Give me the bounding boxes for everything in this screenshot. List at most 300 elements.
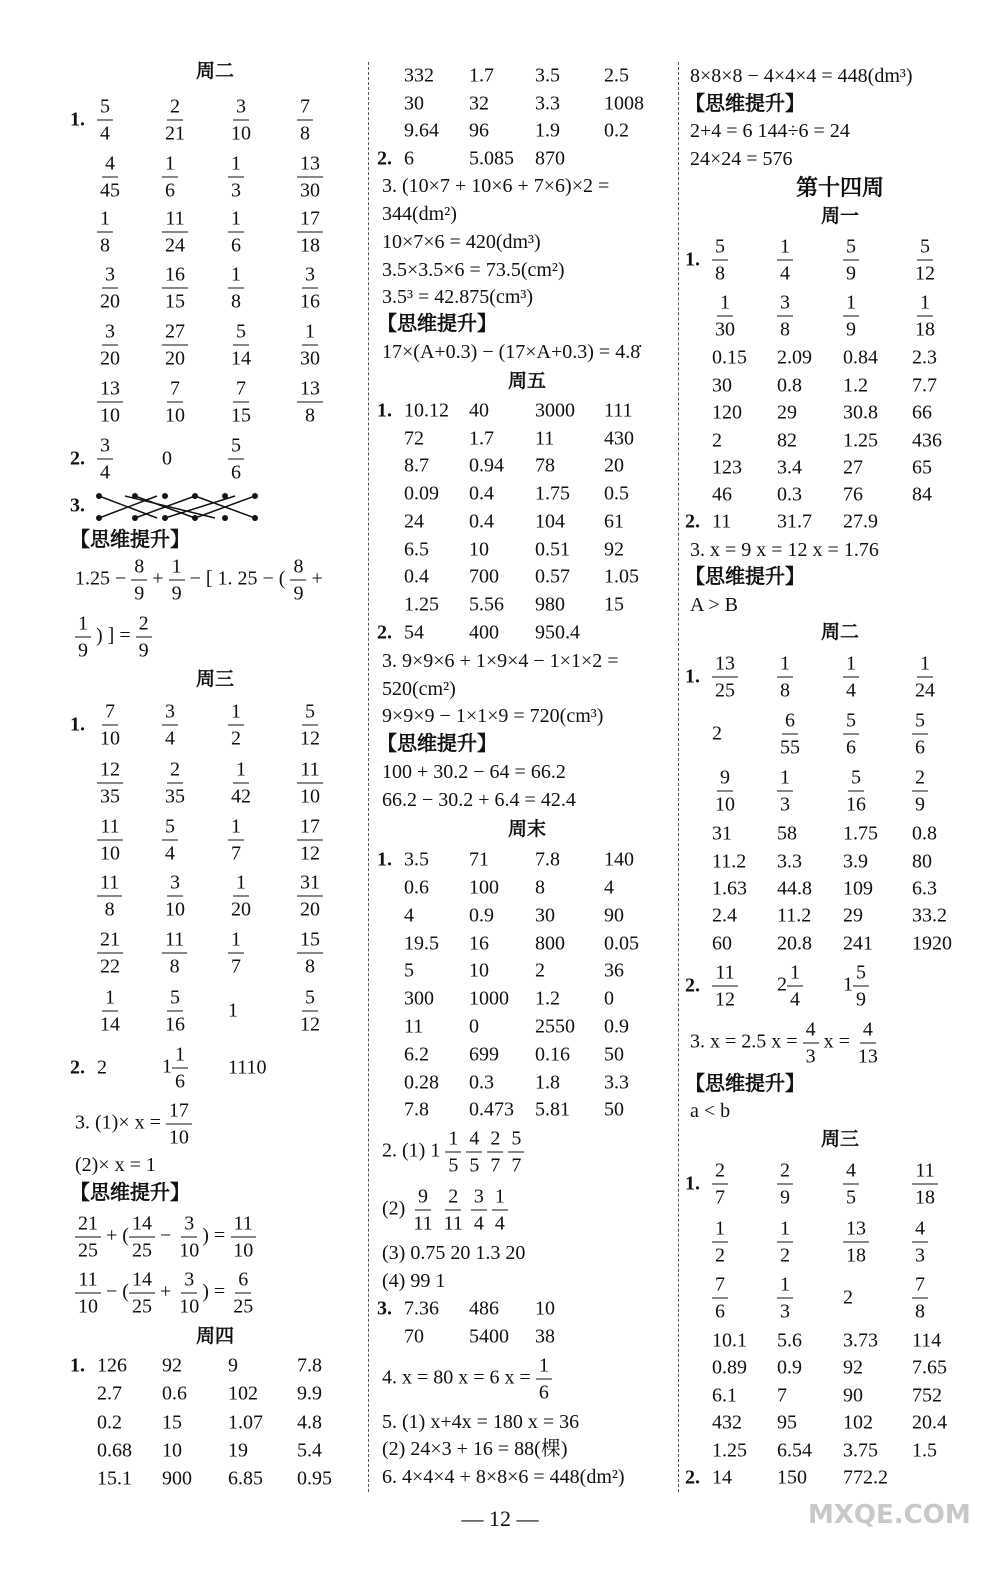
answer-cell: 300 — [404, 987, 434, 1010]
answer-cell: $\frac{3}{8}$ — [777, 293, 793, 340]
answer-cell: 1.25 — [843, 429, 878, 452]
answer-cell: 0.3 — [469, 1071, 494, 1094]
answer-cell: 752 — [912, 1384, 942, 1407]
answer-cell: 15 — [162, 1411, 182, 1434]
page-number: — 12 — — [461, 1506, 539, 1531]
answer-line: 2+4 = 6 144÷6 = 24 — [690, 120, 850, 142]
fraction: $\frac{11}{10}$ — [230, 1214, 256, 1261]
answer-cell: $\frac{1}{8}$ — [228, 265, 244, 312]
answer-cell: $\frac{31}{20}$ — [297, 873, 323, 920]
answer-cell: 4 — [604, 876, 614, 899]
day-title: 周末 — [507, 819, 546, 840]
match-dot — [252, 515, 258, 521]
answer-cell: $\frac{1}{9}$ — [843, 293, 859, 340]
answer-cell: 1.25 — [712, 1439, 747, 1462]
question-number: 2. — [377, 147, 392, 170]
answer-cell: 1 $\frac{1}{6}$ — [162, 1045, 188, 1092]
answer-line: (2) $\frac{9}{11}$ $\frac{2}{11}$ $\frac{3}{4}$ $\frac{1}{4}$ — [382, 1187, 508, 1234]
answer-cell: $\frac{11}{24}$ — [162, 209, 188, 256]
question-number: 2. — [377, 621, 392, 644]
answer-cell: 3.5 — [535, 64, 560, 87]
fraction: $\frac{2}{9}$ — [136, 614, 152, 661]
day-title: 周二 — [195, 61, 234, 82]
answer-cell: 114 — [912, 1329, 942, 1352]
answer-cell: 0.9 — [604, 1015, 629, 1038]
question-number: 2. — [685, 1466, 700, 1489]
answer-cell: $\frac{1}{7}$ — [228, 930, 244, 977]
answer-cell: 7.8 — [535, 848, 560, 871]
answer-cell: 0.15 — [712, 346, 747, 369]
answer-cell: 150 — [777, 1466, 807, 1489]
match-dot — [252, 493, 258, 499]
answer-cell: 2 $\frac{1}{4}$ — [777, 963, 803, 1010]
answer-cell: 0.4 — [469, 510, 494, 533]
answer-cell: 29 — [843, 904, 863, 927]
answer-cell: $\frac{15}{8}$ — [297, 930, 323, 977]
answer-cell: 5.56 — [469, 593, 504, 616]
answer-line: 8×8×8 − 4×4×4 = 448(dm³) — [690, 65, 913, 87]
answer-line: (4) 99 1 — [382, 1270, 446, 1292]
answer-cell: 36 — [604, 959, 624, 982]
fraction: $\frac{3}{4}$ — [471, 1187, 487, 1234]
answer-cell: $\frac{1}{2}$ — [228, 702, 244, 749]
answer-cell: $\frac{1}{2}$ — [777, 1219, 793, 1266]
watermark: MXQE.COM — [808, 1500, 971, 1530]
answer-cell: $\frac{4}{45}$ — [100, 152, 120, 202]
day-title: 周三 — [820, 1129, 859, 1150]
answer-cell: 772.2 — [843, 1466, 888, 1489]
answer-cell: $\frac{13}{10}$ — [97, 379, 123, 426]
answer-cell: $\frac{5}{9}$ — [843, 237, 859, 284]
answer-cell: $\frac{5}{16}$ — [165, 986, 185, 1036]
section-heading: 【思维提升】 — [377, 733, 497, 755]
fraction: $\frac{8}{9}$ — [290, 557, 306, 604]
answer-line: 3. x = 9 x = 12 x = 1.76 — [690, 539, 879, 561]
answer-cell: 1.63 — [712, 877, 747, 900]
section-heading: 【思维提升】 — [70, 529, 190, 551]
fraction: $\frac{21}{25}$ — [75, 1214, 101, 1261]
answer-cell: $\frac{1}{42}$ — [231, 758, 251, 808]
answer-cell: 8 — [535, 876, 545, 899]
fraction: $\frac{8}{9}$ — [131, 557, 147, 604]
answer-cell: 699 — [469, 1043, 499, 1066]
answer-cell: $\frac{7}{6}$ — [712, 1275, 728, 1322]
answer-cell: $\frac{5}{6}$ — [843, 711, 859, 758]
answer-line: 17×(A+0.3) − (17×A+0.3) = 4.8̇ — [382, 341, 641, 363]
answer-cell: 14 — [712, 1466, 732, 1489]
answer-cell: 0.6 — [404, 876, 429, 899]
answer-line: 6. 4×4×4 + 8×8×6 = 448(dm²) — [382, 1466, 625, 1488]
answer-cell: 2 — [712, 429, 722, 452]
answer-cell: 0.95 — [297, 1467, 332, 1490]
answer-cell: 7 — [777, 1384, 787, 1407]
fraction: $\frac{1}{9}$ — [75, 614, 91, 661]
answer-cell: 1.7 — [469, 64, 494, 87]
match-dot — [162, 493, 168, 499]
answer-cell: 3000 — [535, 399, 575, 422]
answer-cell: 76 — [843, 483, 863, 506]
answer-cell: 58 — [777, 822, 797, 845]
answer-cell: 70 — [404, 1325, 424, 1348]
answer-cell: 0.05 — [604, 932, 639, 955]
answer-cell: $\frac{1}{20}$ — [231, 871, 251, 921]
answer-cell: 4 — [404, 904, 414, 927]
answer-cell: $\frac{2}{9}$ — [777, 1161, 793, 1208]
answer-cell: 123 — [712, 456, 742, 479]
answer-cell: 140 — [604, 848, 634, 871]
answer-line: 5. (1) x+4x = 180 x = 36 — [382, 1411, 580, 1433]
answer-cell: $\frac{12}{35}$ — [97, 760, 123, 807]
answer-cell: 7.36 — [404, 1297, 439, 1320]
answer-cell: 6 — [404, 147, 414, 170]
answer-cell: 3.3 — [777, 850, 802, 873]
answer-cell: 0.57 — [535, 565, 570, 588]
answer-cell: 0.68 — [97, 1439, 132, 1462]
answer-cell: 10 — [469, 538, 489, 561]
question-number: 1. — [685, 665, 700, 688]
answer-cell: 71 — [469, 848, 489, 871]
answer-cell: 2.09 — [777, 346, 812, 369]
answer-cell: 24 — [404, 510, 424, 533]
answer-cell: $\frac{17}{18}$ — [297, 209, 323, 256]
answer-cell: $\frac{3}{4}$ — [162, 702, 178, 749]
answer-cell: $\frac{11}{10}$ — [97, 817, 123, 864]
answer-cell: 7.8 — [404, 1098, 429, 1121]
answer-cell: 4.8 — [297, 1411, 322, 1434]
answer-cell: 92 — [162, 1354, 182, 1377]
answer-cell: 5.81 — [535, 1098, 570, 1121]
answer-cell: $\frac{9}{10}$ — [715, 766, 735, 816]
section-heading: 【思维提升】 — [685, 93, 805, 115]
fraction: $\frac{1}{6}$ — [536, 1356, 552, 1403]
answer-cell: $\frac{5}{12}$ — [300, 700, 320, 750]
answer-cell: 11.2 — [777, 904, 812, 927]
answer-cell: 0.94 — [469, 454, 504, 477]
answer-cell: $\frac{13}{25}$ — [712, 654, 738, 701]
answer-cell: 2.3 — [912, 346, 937, 369]
answer-cell: $\frac{21}{22}$ — [97, 930, 123, 977]
match-dot — [222, 515, 228, 521]
answer-cell: $\frac{27}{20}$ — [162, 322, 188, 369]
answer-cell: 27 — [843, 456, 863, 479]
answer-cell: 31 — [712, 822, 732, 845]
match-dot — [192, 493, 198, 499]
answer-cell: 90 — [604, 904, 624, 927]
answer-cell: $\frac{1}{4}$ — [843, 654, 859, 701]
answer-cell: 120 — [712, 401, 742, 424]
answer-cell: 0.473 — [469, 1098, 514, 1121]
section-heading: 【思维提升】 — [685, 1073, 805, 1095]
answer-cell: 19 — [228, 1439, 248, 1462]
answer-cell: 900 — [162, 1467, 192, 1490]
answer-cell: $\frac{1}{3}$ — [228, 154, 244, 201]
fraction: $\frac{3}{10}$ — [179, 1268, 200, 1318]
answer-cell: 10.1 — [712, 1329, 747, 1352]
match-dot — [222, 493, 228, 499]
answer-cell: 3.5 — [404, 848, 429, 871]
answer-line: 3. x = 2.5 x = $\frac{4}{3}$ x = $\frac{4}{13}$ — [690, 1020, 881, 1067]
answer-cell: 0.09 — [404, 482, 439, 505]
answer-cell: 8.7 — [404, 454, 429, 477]
answer-line: 4. x = 80 x = 6 x = $\frac{1}{6}$ — [382, 1356, 552, 1403]
answer-cell: $\frac{3}{20}$ — [100, 263, 120, 313]
fraction: $\frac{4}{13}$ — [857, 1018, 878, 1068]
answer-cell: 0.51 — [535, 538, 570, 561]
answer-cell: 1.05 — [604, 565, 639, 588]
answer-cell: 2 — [712, 722, 722, 745]
answer-cell: $\frac{1}{30}$ — [300, 320, 320, 370]
answer-cell: 432 — [712, 1411, 742, 1434]
answer-cell: $\frac{7}{15}$ — [231, 377, 251, 427]
answer-cell: 6.1 — [712, 1384, 737, 1407]
section-heading: 【思维提升】 — [685, 566, 805, 588]
answer-cell: 0.2 — [604, 119, 629, 142]
answer-cell: $\frac{11}{18}$ — [912, 1161, 938, 1208]
answer-cell: 0.3 — [777, 483, 802, 506]
answer-cell: 92 — [604, 538, 624, 561]
answer-cell: 486 — [469, 1297, 499, 1320]
answer-cell: $\frac{7}{10}$ — [100, 700, 120, 750]
answer-cell: $\frac{1}{7}$ — [228, 817, 244, 864]
fraction: $\frac{2}{11}$ — [443, 1185, 463, 1235]
answer-cell: 1.5 — [912, 1439, 937, 1462]
answer-cell: 102 — [843, 1411, 873, 1434]
answer-cell: $\frac{1}{30}$ — [715, 291, 735, 341]
day-title: 周二 — [820, 622, 859, 643]
answer-cell: $\frac{6}{55}$ — [780, 709, 800, 759]
answer-cell: $\frac{3}{20}$ — [100, 320, 120, 370]
answer-cell: 6.5 — [404, 538, 429, 561]
answer-line: 66.2 − 30.2 + 6.4 = 42.4 — [382, 789, 576, 811]
answer-cell: 400 — [469, 621, 499, 644]
answer-cell: 0.28 — [404, 1071, 439, 1094]
answer-cell: 44.8 — [777, 877, 812, 900]
answer-cell: 90 — [843, 1384, 863, 1407]
answer-cell: 2 — [97, 1056, 107, 1079]
week-title: 第十四周 — [795, 175, 884, 200]
answer-cell: $\frac{3}{16}$ — [300, 263, 320, 313]
answer-cell: 436 — [912, 429, 942, 452]
answer-cell: 0.84 — [843, 346, 878, 369]
answer-cell: 30.8 — [843, 401, 878, 424]
fraction: $\frac{14}{25}$ — [129, 1270, 155, 1317]
answer-cell: 1.9 — [535, 119, 560, 142]
answer-cell: 50 — [604, 1043, 624, 1066]
answer-cell: 1.2 — [843, 374, 868, 397]
section-heading: 【思维提升】 — [377, 313, 497, 335]
answer-cell: 0 — [604, 987, 614, 1010]
answer-cell: $\frac{13}{18}$ — [843, 1219, 869, 1266]
answer-line: 3. 9×9×6 + 1×9×4 − 1×1×2 = — [382, 650, 619, 672]
answer-cell: 111 — [604, 399, 633, 422]
answer-line: 9×9×9 − 1×1×9 = 720(cm³) — [382, 705, 604, 727]
answer-cell: 11 — [404, 1015, 424, 1038]
answer-cell: 61 — [604, 510, 624, 533]
answer-cell: 3.4 — [777, 456, 802, 479]
answer-cell: 11 — [535, 427, 555, 450]
answer-cell: 1.25 — [404, 593, 439, 616]
answer-cell: 1 $\frac{5}{9}$ — [843, 963, 869, 1010]
answer-line: 3.5³ = 42.875(cm³) — [382, 286, 534, 308]
day-title: 周四 — [195, 1326, 234, 1347]
answer-cell: 10 — [162, 1439, 182, 1462]
answer-cell: 241 — [843, 932, 873, 955]
answer-cell: 2 — [535, 959, 545, 982]
answer-cell: 0 — [162, 447, 172, 470]
column-divider — [678, 62, 679, 1492]
answer-cell: 33.2 — [912, 904, 947, 927]
answer-cell: 11 — [712, 510, 732, 533]
answer-cell: $\frac{5}{14}$ — [231, 320, 251, 370]
answer-cell: $\frac{2}{7}$ — [712, 1161, 728, 1208]
answer-cell: $\frac{11}{8}$ — [162, 930, 187, 977]
answer-cell: 5 — [404, 959, 414, 982]
answer-cell: 3.75 — [843, 1439, 878, 1462]
answer-cell: $\frac{7}{8}$ — [297, 97, 313, 144]
answer-cell: 10 — [469, 959, 489, 982]
answer-cell: 30 — [535, 904, 555, 927]
answer-cell: 3.73 — [843, 1329, 878, 1352]
answer-cell: 0.89 — [712, 1356, 747, 1379]
matching-lines-svg — [95, 488, 275, 524]
answer-cell: 96 — [469, 119, 489, 142]
answer-cell: $\frac{1}{8}$ — [777, 654, 793, 701]
answer-cell: 20.8 — [777, 932, 812, 955]
fraction: $\frac{4}{5}$ — [466, 1129, 482, 1176]
answer-cell: $\frac{2}{21}$ — [165, 95, 185, 145]
answer-cell: 1 — [228, 999, 238, 1022]
answer-cell: $\frac{5}{16}$ — [846, 766, 866, 816]
answer-line: A > B — [690, 594, 738, 616]
answer-cell: 109 — [843, 877, 873, 900]
fraction: $\frac{17}{10}$ — [166, 1101, 192, 1148]
answer-cell: 60 — [712, 932, 732, 955]
answer-cell: $\frac{13}{8}$ — [297, 379, 323, 426]
answer-cell: $\frac{7}{8}$ — [912, 1275, 928, 1322]
question-number: 2. — [685, 974, 700, 997]
answer-cell: 29 — [777, 401, 797, 424]
answer-cell: 0.16 — [535, 1043, 570, 1066]
question-number: 2. — [70, 1056, 85, 1079]
answer-cell: $\frac{5}{8}$ — [712, 237, 728, 284]
fraction: $\frac{4}{3}$ — [803, 1020, 819, 1067]
answer-cell: $\frac{4}{3}$ — [912, 1219, 928, 1266]
answer-cell: 5.6 — [777, 1329, 802, 1352]
question-number: 1. — [70, 108, 85, 131]
answer-cell: 1.75 — [843, 822, 878, 845]
answer-cell: 38 — [535, 1325, 555, 1348]
answer-cell: 30 — [712, 374, 732, 397]
question-number: 2. — [685, 510, 700, 533]
day-title: 周一 — [820, 206, 859, 227]
answer-cell: 2.4 — [712, 904, 737, 927]
answer-cell: 104 — [535, 510, 565, 533]
match-dot — [192, 515, 198, 521]
match-dot — [132, 515, 138, 521]
answer-cell: 6.54 — [777, 1439, 812, 1462]
question-number: 1. — [685, 248, 700, 271]
answer-line: 100 + 30.2 − 64 = 66.2 — [382, 761, 566, 783]
fraction: $\frac{1}{5}$ — [445, 1129, 461, 1176]
answer-cell: $\frac{1}{24}$ — [915, 652, 935, 702]
question-number: 1. — [377, 399, 392, 422]
answer-cell: 5.085 — [469, 147, 514, 170]
fraction: $\frac{14}{25}$ — [129, 1214, 155, 1261]
answer-cell: 10 — [535, 1297, 555, 1320]
question-number: 3. — [70, 494, 85, 517]
answer-line: $\frac{11}{10}$ − ( $\frac{14}{25}$ + $\frac{3}{10}$ ) = $\frac{6}{25}$ — [75, 1270, 256, 1317]
answer-line: 1.25 − $\frac{8}{9}$ + $\frac{1}{9}$ − [ 1. 25 − ( $\frac{8}{9}$ + — [75, 555, 323, 605]
answer-cell: $\frac{3}{10}$ — [165, 871, 185, 921]
answer-line: 520(cm²) — [382, 678, 456, 700]
answer-line: 2. (1) 1 $\frac{1}{5}$ $\frac{4}{5}$ $\frac{2}{7}$ $\frac{5}{7}$ — [382, 1129, 524, 1176]
answer-cell: $\frac{7}{10}$ — [165, 377, 185, 427]
answer-cell: 92 — [843, 1356, 863, 1379]
answer-cell: 32 — [469, 92, 489, 115]
answer-cell: $\frac{11}{8}$ — [97, 873, 122, 920]
answer-cell: 9 — [228, 1354, 238, 1377]
answer-line: $\frac{21}{25}$ + ( $\frac{14}{25}$ − $\frac{3}{10}$ ) = $\frac{11}{10}$ — [75, 1214, 256, 1261]
answer-cell: 2.7 — [97, 1382, 122, 1405]
answer-cell: 0.2 — [97, 1411, 122, 1434]
answer-cell: $\frac{1}{18}$ — [915, 291, 935, 341]
answer-cell: 9.9 — [297, 1382, 322, 1405]
answer-cell: $\frac{1}{3}$ — [777, 1275, 793, 1322]
answer-cell: 9.64 — [404, 119, 439, 142]
answer-cell: $\frac{1}{8}$ — [97, 209, 113, 256]
answer-cell: 126 — [97, 1354, 127, 1377]
question-number: 1. — [685, 1172, 700, 1195]
fraction: $\frac{2}{7}$ — [487, 1129, 503, 1176]
answer-cell: 980 — [535, 593, 565, 616]
answer-cell: 0.8 — [777, 374, 802, 397]
answer-cell: 430 — [604, 427, 634, 450]
answer-line: a < b — [690, 1100, 731, 1122]
section-heading: 【思维提升】 — [70, 1182, 190, 1204]
answer-cell: 15.1 — [97, 1467, 132, 1490]
answer-cell: $\frac{4}{5}$ — [843, 1161, 859, 1208]
answer-cell: 30 — [404, 92, 424, 115]
answer-line: 344(dm²) — [382, 203, 457, 225]
answer-cell: 27.9 — [843, 510, 878, 533]
answer-cell: 50 — [604, 1098, 624, 1121]
day-title: 周三 — [195, 669, 234, 690]
answer-cell: $\frac{1}{3}$ — [777, 768, 793, 815]
answer-cell: 20.4 — [912, 1411, 947, 1434]
answer-cell: 1000 — [469, 987, 509, 1010]
answer-cell: 3.3 — [535, 92, 560, 115]
answer-cell: $\frac{11}{12}$ — [712, 963, 738, 1010]
answer-cell: 0.4 — [469, 482, 494, 505]
question-number: 3. — [377, 1297, 392, 1320]
answer-cell: $\frac{1}{4}$ — [777, 237, 793, 284]
answer-cell: 0.9 — [469, 904, 494, 927]
answer-cell: 0.8 — [912, 822, 937, 845]
fraction: $\frac{1}{9}$ — [169, 557, 185, 604]
answer-cell: 72 — [404, 427, 424, 450]
day-title: 周五 — [507, 371, 546, 392]
answer-line: $\frac{1}{9}$ ) ] = $\frac{2}{9}$ — [75, 614, 152, 661]
answer-cell: $\frac{1}{6}$ — [228, 209, 244, 256]
answer-cell: $\frac{3}{4}$ — [97, 436, 113, 483]
answer-cell: 66 — [912, 401, 932, 424]
answer-cell: 6.2 — [404, 1043, 429, 1066]
answer-cell: 950.4 — [535, 621, 580, 644]
answer-cell: $\frac{1}{6}$ — [162, 154, 178, 201]
answer-cell: 80 — [912, 850, 932, 873]
answer-cell: 15 — [604, 593, 624, 616]
answer-cell: $\frac{5}{4}$ — [97, 97, 113, 144]
